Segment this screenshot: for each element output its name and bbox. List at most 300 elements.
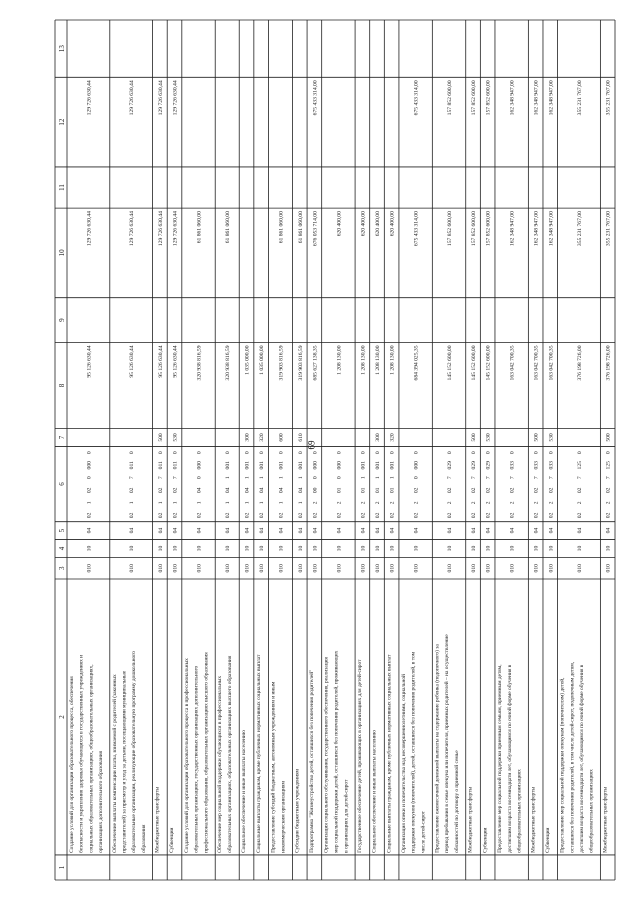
cell-section: 10 [375, 545, 382, 552]
row-description: Субсидии бюджетным учреждениям [294, 769, 301, 853]
row-description: Межбюджетные трансферты [467, 786, 474, 853]
cell-target-article-part: 0 [485, 451, 492, 455]
cell-admin-code: 010 [360, 564, 367, 573]
cell-target-article-part: 01 [336, 487, 343, 494]
cell-target-article-part: 001 [259, 461, 266, 470]
row-description: Обеспечение мер социальной поддержки обучающихся в профессиональных [217, 675, 224, 853]
cell-subsection: 04 [605, 527, 612, 534]
row-description: Субвенции [482, 827, 489, 853]
cell-target-article-part: 02 [278, 512, 285, 519]
column-header: 7 [58, 435, 66, 440]
row-description: профессионального образования, образовательных организациях высшего образования [203, 652, 210, 853]
cell-admin-code: 010 [129, 564, 136, 573]
cell-target-article-part: 1 [375, 476, 382, 480]
column-header: 6 [58, 482, 66, 486]
row-description: Организация социального обслуживания, государственного обеспечения, реализация [323, 657, 330, 853]
cell-target-article-part: 01 [360, 487, 367, 494]
cell-target-article-part: 02 [548, 512, 555, 519]
cell-subsection: 04 [196, 527, 203, 534]
cell-amount-col12: 129 726 630,44 [129, 80, 136, 116]
cell-target-article-part: 7 [576, 476, 583, 480]
cell-target-article-part: 0 [157, 451, 164, 455]
cell-amount-col12: 162 348 947,00 [509, 80, 516, 116]
cell-subsection: 04 [485, 527, 492, 534]
cell-target-article-part: 0 [196, 451, 203, 455]
cell-target-article-part: 000 [86, 461, 93, 470]
cell-target-article-part: 02 [389, 512, 396, 519]
cell-admin-code: 010 [312, 564, 319, 573]
row-description: Социальное обеспечение и иные выплаты населению [241, 730, 248, 853]
column-header: 5 [58, 528, 66, 533]
row-description: безопасности и укрепления здоровья обучающихся в государственных учреждениях и [78, 654, 85, 853]
cell-target-article-part: 02 [533, 512, 540, 519]
cell-target-article-part: 02 [447, 487, 454, 494]
cell-target-article-part: 02 [172, 512, 179, 519]
cell-target-article-part: 02 [360, 512, 367, 519]
cell-subsection: 04 [336, 527, 343, 534]
cell-subsection: 04 [471, 527, 478, 534]
cell-admin-code: 010 [297, 564, 304, 573]
cell-target-article-part: 7 [129, 476, 136, 480]
cell-target-article-part: 2 [413, 501, 420, 505]
cell-target-article-part: 1 [278, 501, 285, 505]
cell-subsection: 04 [548, 527, 555, 534]
cell-target-article-part: 02 [485, 512, 492, 519]
row-description: некоммерческим организациям [280, 781, 287, 853]
cell-amount-col10: 355 231 767,00 [576, 211, 583, 247]
cell-target-article-part: 0 [336, 451, 343, 455]
cell-target-article-part: 7 [509, 476, 516, 480]
cell-amount-col10: 61 861 060,00 [278, 211, 285, 244]
cell-target-article-part: 0 [312, 476, 319, 480]
cell-expense-type: 500 [533, 433, 540, 442]
cell-target-article-part: 2 [471, 501, 478, 505]
cell-admin-code: 010 [336, 564, 343, 573]
cell-target-article-part: 02 [225, 512, 232, 519]
cell-section: 10 [360, 545, 367, 552]
cell-target-article-part: 02 [533, 487, 540, 494]
cell-amount-col8: 376 198 726,00 [576, 345, 583, 381]
cell-target-article-part: 1 [278, 476, 285, 480]
cell-subsection: 04 [259, 527, 266, 534]
cell-amount-col12: 129 726 630,44 [86, 80, 93, 116]
row-description: Предоставление мер социальной поддержки приемным семьям, приемным детям, [496, 664, 503, 853]
cell-expense-type: 530 [548, 433, 555, 442]
column-header: 1 [58, 865, 66, 870]
cell-section: 10 [225, 545, 232, 552]
cell-expense-type: 530 [172, 433, 179, 442]
cell-target-article-part: 029 [447, 461, 454, 470]
cell-subsection: 04 [157, 527, 164, 534]
row-description: Субвенции [544, 827, 551, 853]
cell-subsection: 04 [576, 527, 583, 534]
cell-target-article-part: 04 [196, 487, 203, 494]
cell-target-article-part: 1 [259, 476, 266, 480]
cell-amount-col12: 355 231 767,00 [605, 80, 612, 116]
cell-admin-code: 010 [244, 564, 251, 573]
cell-target-article-part: 04 [259, 487, 266, 494]
cell-target-article-part: 04 [278, 487, 285, 494]
cell-amount-col10: 620 400,00 [375, 211, 382, 237]
cell-target-article-part: 02 [129, 487, 136, 494]
cell-subsection: 04 [360, 527, 367, 534]
cell-admin-code: 010 [225, 564, 232, 573]
cell-target-article-part: 02 [259, 512, 266, 519]
cell-target-article-part: 001 [360, 461, 367, 470]
cell-section: 10 [312, 545, 319, 552]
cell-amount-col10: 129 726 630,44 [157, 211, 164, 247]
cell-admin-code: 010 [413, 564, 420, 573]
cell-amount-col8: 319 903 816,59 [278, 345, 285, 381]
cell-target-article-part: 033 [509, 461, 516, 470]
cell-amount-col8: 320 938 816,59 [225, 345, 232, 381]
cell-target-article-part: 0 [360, 451, 367, 455]
cell-amount-col12: 162 348 947,00 [533, 80, 540, 116]
cell-amount-col10: 676 053 714,00 [312, 211, 319, 247]
cell-target-article-part: 0 [196, 476, 203, 480]
cell-subsection: 04 [278, 527, 285, 534]
column-header: 9 [58, 318, 66, 322]
cell-target-article-part: 7 [605, 476, 612, 480]
cell-admin-code: 010 [86, 564, 93, 573]
row-description: Создание условий для организации образовательного процесса, обеспечения [69, 676, 75, 853]
cell-target-article-part: 0 [413, 451, 420, 455]
cell-amount-col8: 685 627 138,35 [312, 345, 319, 381]
cell-amount-col8: 163 042 700,35 [533, 345, 540, 381]
cell-section: 10 [278, 545, 285, 552]
cell-amount-col12: 129 726 630,44 [157, 80, 164, 116]
cell-target-article-part: 1 [172, 501, 179, 505]
cell-section: 10 [244, 545, 251, 552]
cell-subsection: 04 [389, 527, 396, 534]
cell-target-article-part: 2 [485, 501, 492, 505]
cell-target-article-part: 02 [244, 512, 251, 519]
cell-amount-col8: 145 152 600,00 [447, 345, 454, 381]
cell-target-article-part: 0 [509, 451, 516, 455]
cell-target-article-part: 0 [259, 451, 266, 455]
cell-amount-col10: 162 348 947,00 [533, 211, 540, 247]
cell-target-article-part: 033 [548, 461, 555, 470]
cell-section: 10 [336, 545, 343, 552]
row-description: Социальные выплаты гражданам, кроме публичных нормативных социальных выплат [386, 654, 393, 853]
cell-subsection: 04 [533, 527, 540, 534]
cell-expense-type: 500 [605, 433, 612, 442]
page-number: 69 [306, 440, 317, 450]
cell-target-article-part: 2 [389, 501, 396, 505]
cell-target-article-part: 02 [375, 512, 382, 519]
cell-target-article-part: 04 [297, 487, 304, 494]
cell-admin-code: 010 [509, 564, 516, 573]
cell-target-article-part: 00 [312, 487, 319, 494]
cell-expense-type: 300 [244, 433, 251, 442]
row-description: Подпрограмма "Жизнеустройство детей, оставшихся без попечения родителей" [309, 669, 316, 853]
row-description: достигшим возраста восемнадцати лет, обучающимся по очной форме обучения в [578, 664, 585, 853]
cell-admin-code: 010 [196, 564, 203, 573]
cell-amount-col8: 163 042 700,35 [509, 345, 516, 381]
cell-amount-col8: 145 152 600,00 [471, 345, 478, 381]
cell-target-article-part: 02 [336, 512, 343, 519]
cell-admin-code: 010 [157, 564, 164, 573]
cell-target-article-part: 02 [157, 487, 164, 494]
row-description: обязанностей по договору о приемной семье [453, 750, 460, 853]
cell-amount-col10: 620 400,00 [336, 211, 343, 237]
cell-amount-col8: 95 126 630,44 [157, 345, 164, 378]
cell-expense-type: 530 [485, 433, 492, 442]
cell-target-article-part: 0 [413, 476, 420, 480]
cell-section: 10 [86, 545, 93, 552]
row-description: Предоставление ежемесячной денежной выплаты на содержание ребенка (подопечного) за [434, 644, 441, 853]
cell-admin-code: 010 [389, 564, 396, 573]
cell-amount-col12: 157 852 600,00 [485, 80, 492, 116]
cell-target-article-part: 0 [297, 451, 304, 455]
cell-target-article-part: 02 [576, 487, 583, 494]
column-header: 8 [58, 383, 66, 388]
cell-target-article-part: 02 [413, 512, 420, 519]
cell-target-article-part: 02 [86, 487, 93, 494]
cell-amount-col8: 1 208 130,00 [389, 345, 396, 375]
cell-target-article-part: 0 [533, 451, 540, 455]
cell-target-article-part: 2 [375, 501, 382, 505]
cell-target-article-part: 04 [244, 487, 251, 494]
row-description: Социальные выплаты гражданам, кроме публичных нормативных социальных выплат [255, 654, 262, 853]
cell-amount-col8: 320 938 816,59 [196, 345, 203, 381]
cell-amount-col8: 684 394 025,35 [413, 345, 420, 381]
cell-target-article-part: 02 [605, 512, 612, 519]
cell-target-article-part: 0 [86, 476, 93, 480]
row-description: Предоставление субсидий бюджетным, автономным учреждениям и иным [270, 681, 277, 853]
cell-admin-code: 010 [471, 564, 478, 573]
cell-target-article-part: 1 [297, 501, 304, 505]
row-description: Обеспечение выплаты компенсации платы, взимаемой с родителей (законных [111, 674, 118, 853]
row-description: Создание условий для организации образовательного процесса в профессиональных [183, 658, 190, 853]
cell-target-article-part: 001 [297, 461, 304, 470]
cell-section: 10 [389, 545, 396, 552]
cell-target-article-part: 02 [576, 512, 583, 519]
cell-target-article-part: 029 [485, 461, 492, 470]
cell-target-article-part: 01 [375, 487, 382, 494]
cell-target-article-part: 0 [336, 476, 343, 480]
cell-section: 10 [196, 545, 203, 552]
cell-target-article-part: 1 [297, 476, 304, 480]
cell-subsection: 04 [172, 527, 179, 534]
cell-expense-type: 300 [375, 433, 382, 442]
row-description: образования [140, 824, 147, 853]
row-description: организациях дополнительного образования [98, 750, 105, 853]
cell-amount-col10: 61 861 060,00 [225, 211, 232, 244]
cell-target-article-part: 2 [576, 501, 583, 505]
cell-amount-col10: 675 433 314,00 [413, 211, 420, 247]
cell-section: 10 [533, 545, 540, 552]
row-description: в организациях для детей-сирот [343, 779, 350, 853]
cell-subsection: 04 [297, 527, 304, 534]
row-description: общеобразовательных организациях [588, 769, 595, 853]
row-description: числе детей-сирот [420, 810, 427, 853]
row-description: Организация опеки и попечительства над несовершеннолетними, социальной [400, 674, 407, 853]
column-header: 2 [58, 715, 66, 719]
row-description: период пребывания в семье опекуна или попечителя, приемных родителей – на осуществление [444, 634, 451, 853]
cell-subsection: 04 [413, 527, 420, 534]
cell-target-article-part: 7 [447, 476, 454, 480]
column-header: 13 [58, 45, 66, 53]
cell-target-article-part: 001 [244, 461, 251, 470]
cell-section: 10 [548, 545, 555, 552]
cell-target-article-part: 011 [172, 461, 179, 470]
row-description: Предоставление мер социальной поддержки опекунам (попечителям) детей, [559, 677, 566, 853]
cell-amount-col8: 376 198 726,00 [605, 345, 612, 381]
cell-section: 10 [447, 545, 454, 552]
cell-target-article-part: 7 [172, 476, 179, 480]
cell-target-article-part: 01 [389, 487, 396, 494]
cell-amount-col12: 157 852 600,00 [471, 80, 478, 116]
cell-target-article-part: 02 [86, 512, 93, 519]
cell-section: 10 [471, 545, 478, 552]
cell-admin-code: 010 [375, 564, 382, 573]
row-description: Государственное обеспечение детей, проживающих в организациях для детей-сирот [357, 659, 364, 853]
cell-target-article-part: 001 [225, 461, 232, 470]
cell-subsection: 04 [447, 527, 454, 534]
cell-amount-col12: 675 433 314,00 [312, 80, 319, 116]
cell-amount-col10: 620 400,00 [389, 211, 396, 237]
row-description: Межбюджетные трансферты [530, 786, 537, 853]
cell-target-article-part: 1 [360, 476, 367, 480]
cell-target-article-part: 1 [244, 501, 251, 505]
row-description: Межбюджетные трансферты [154, 786, 161, 853]
cell-target-article-part: 0 [312, 451, 319, 455]
row-description: социальных образовательных организациях, общеобразовательных организациях, [88, 664, 95, 853]
cell-target-article-part: 02 [509, 487, 516, 494]
cell-amount-col12: 129 726 630,44 [172, 80, 179, 116]
cell-target-article-part: 2 [360, 501, 367, 505]
cell-target-article-part: 02 [485, 487, 492, 494]
cell-subsection: 04 [509, 527, 516, 534]
cell-subsection: 04 [225, 527, 232, 534]
cell-target-article-part: 02 [312, 512, 319, 519]
table-group [55, 20, 615, 880]
cell-amount-col12: 675 433 314,00 [413, 80, 420, 116]
row-description: образовательных организациях, образовательных организациях высшего образования [227, 655, 234, 853]
cell-admin-code: 010 [605, 564, 612, 573]
cell-amount-col8: 1 208 130,00 [375, 345, 382, 375]
cell-subsection: 04 [86, 527, 93, 534]
cell-target-article-part: 7 [485, 476, 492, 480]
cell-target-article-part: 7 [548, 476, 555, 480]
cell-target-article-part: 029 [471, 461, 478, 470]
cell-amount-col10: 129 726 630,44 [86, 211, 93, 247]
cell-target-article-part: 1 [225, 501, 232, 505]
cell-target-article-part: 7 [471, 476, 478, 480]
row-description: мер социальной поддержки детей, оставшихся без попечения родителей, проживающих [333, 650, 340, 853]
cell-target-article-part: 2 [605, 501, 612, 505]
cell-admin-code: 010 [548, 564, 555, 573]
cell-target-article-part: 125 [605, 461, 612, 470]
cell-section: 10 [129, 545, 136, 552]
cell-expense-type: 500 [157, 433, 164, 442]
cell-expense-type: 320 [259, 433, 266, 442]
cell-target-article-part: 1 [244, 476, 251, 480]
cell-section: 10 [259, 545, 266, 552]
column-header: 10 [58, 249, 66, 257]
cell-target-article-part: 02 [413, 487, 420, 494]
row-description: Социальное обеспечение и иные выплаты населению [371, 730, 378, 853]
cell-target-article-part: 125 [576, 461, 583, 470]
cell-target-article-part: 0 [244, 451, 251, 455]
cell-amount-col12: 162 348 947,00 [548, 80, 555, 116]
cell-expense-type: 320 [389, 433, 396, 442]
row-description: образовательных организациях, государственных организациях дополнительного [193, 665, 200, 853]
cell-amount-col10: 129 726 630,44 [129, 211, 136, 247]
cell-amount-col8: 145 152 600,00 [485, 345, 492, 381]
cell-target-article-part: 001 [375, 461, 382, 470]
cell-target-article-part: 1 [129, 501, 136, 505]
cell-target-article-part: 02 [471, 487, 478, 494]
cell-target-article-part: 1 [196, 501, 203, 505]
cell-target-article-part: 0 [447, 451, 454, 455]
cell-target-article-part: 02 [548, 487, 555, 494]
cell-target-article-part: 1 [225, 476, 232, 480]
cell-amount-col8: 95 126 630,44 [86, 345, 93, 378]
cell-amount-col10: 157 852 600,00 [471, 211, 478, 247]
row-description: общеобразовательных организациях [516, 769, 523, 853]
row-description: достигшим возраста восемнадцати лет, обучающимся по очной форме обучения в [506, 664, 513, 853]
column-header: 12 [58, 118, 66, 126]
cell-amount-col10: 162 348 947,00 [548, 211, 555, 247]
cell-target-article-part: 0 [471, 451, 478, 455]
cell-amount-col8: 1 208 130,00 [336, 345, 343, 375]
cell-expense-type: 600 [278, 433, 285, 442]
cell-section: 10 [485, 545, 492, 552]
cell-target-article-part: 0 [576, 451, 583, 455]
cell-target-article-part: 000 [413, 461, 420, 470]
cell-target-article-part: 011 [157, 461, 164, 470]
cell-admin-code: 010 [447, 564, 454, 573]
cell-target-article-part: 001 [278, 461, 285, 470]
cell-amount-col8: 1 035 000,00 [244, 345, 251, 375]
cell-target-article-part: 0 [548, 451, 555, 455]
cell-section: 10 [509, 545, 516, 552]
cell-target-article-part: 000 [336, 461, 343, 470]
cell-amount-col8: 1 208 130,00 [360, 345, 367, 375]
row-description: образовательные организации, реализующие образовательную программу дошкольного [131, 651, 138, 853]
cell-target-article-part: 2 [447, 501, 454, 505]
cell-amount-col12: 157 852 600,00 [447, 80, 454, 116]
row-description: оставшихся без попечения родителей, в том числе детей-сирот, подопечным детям, [569, 661, 576, 853]
cell-expense-type: 500 [471, 433, 478, 442]
cell-target-article-part: 7 [533, 476, 540, 480]
cell-target-article-part: 2 [548, 501, 555, 505]
cell-section: 10 [172, 545, 179, 552]
cell-admin-code: 010 [259, 564, 266, 573]
cell-target-article-part: 2 [312, 501, 319, 505]
cell-subsection: 04 [312, 527, 319, 534]
row-description: Субвенции [169, 827, 176, 853]
cell-target-article-part: 1 [157, 501, 164, 505]
cell-target-article-part: 7 [157, 476, 164, 480]
cell-target-article-part: 0 [172, 451, 179, 455]
row-description: Межбюджетные трансферты [602, 786, 609, 853]
cell-target-article-part: 1 [389, 476, 396, 480]
cell-target-article-part: 02 [605, 487, 612, 494]
cell-target-article-part: 2 [509, 501, 516, 505]
column-header: 4 [58, 546, 66, 551]
cell-target-article-part: 033 [533, 461, 540, 470]
cell-target-article-part: 02 [129, 512, 136, 519]
cell-amount-col10: 157 852 600,00 [485, 211, 492, 247]
cell-target-article-part: 02 [509, 512, 516, 519]
cell-target-article-part: 02 [447, 512, 454, 519]
cell-amount-col8: 95 126 630,44 [129, 345, 136, 378]
cell-amount-col8: 95 126 630,44 [172, 345, 179, 378]
cell-subsection: 04 [129, 527, 136, 534]
